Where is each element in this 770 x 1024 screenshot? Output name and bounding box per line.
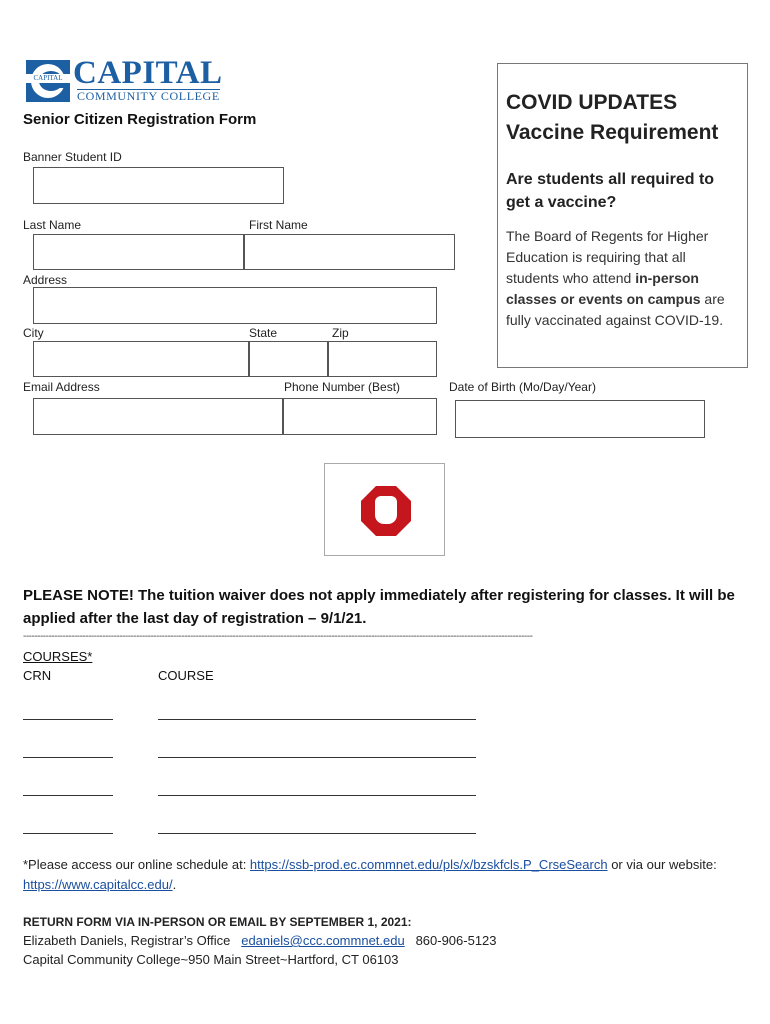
tuition-waiver-note: PLEASE NOTE! The tuition waiver does not apply immediately after registering for classes. It will be applied after the last day of registration – 9/1/21.	[23, 587, 735, 627]
covid-update-box	[497, 63, 748, 368]
address-field[interactable]	[33, 287, 437, 324]
website-link[interactable]: https://www.capitalcc.edu/	[23, 877, 173, 892]
course-line[interactable]	[158, 795, 476, 796]
courses-heading: COURSES*	[23, 649, 93, 664]
course-line[interactable]	[158, 757, 476, 758]
return-heading: RETURN FORM VIA IN-PERSON OR EMAIL BY SEPTEMBER 1, 2021:	[23, 915, 412, 929]
email-field[interactable]	[33, 398, 283, 435]
phone-label: Phone Number (Best)	[284, 380, 401, 394]
first-name-label: First Name	[249, 218, 308, 232]
dob-field[interactable]	[455, 400, 705, 438]
zip-label: Zip	[332, 326, 349, 340]
dob-label: Date of Birth (Mo/Day/Year)	[449, 380, 596, 394]
schedule-suffix: .	[172, 877, 177, 892]
return-contact-line	[23, 931, 497, 951]
schedule-note	[23, 855, 748, 895]
crn-column-header: CRN	[23, 668, 52, 683]
crn-line[interactable]	[23, 833, 113, 834]
covid-title-line2: Vaccine Requirement	[506, 121, 719, 144]
covid-body	[506, 226, 737, 331]
hand-icon	[375, 496, 397, 524]
state-label: State	[249, 326, 278, 340]
stop-image-frame	[324, 463, 445, 556]
phone-field[interactable]	[283, 398, 437, 435]
covid-body-end: are fully vaccinated against COVID-19.	[506, 291, 725, 328]
logo-wordmark: CAPITAL	[73, 55, 223, 91]
city-field[interactable]	[33, 341, 249, 377]
logo-subtitle: COMMUNITY COLLEGE	[77, 89, 220, 103]
first-name-field[interactable]	[244, 234, 455, 270]
college-logo-mark	[26, 60, 70, 102]
last-name-label: Last Name	[23, 218, 82, 232]
college-address: Capital Community College~950 Main Street~Hartford, CT 06103	[23, 952, 399, 967]
dashed-divider: ------------------------------------------------------------------------------------------------------------------------------------------------------------------------------------	[23, 631, 533, 642]
contact-phone: 860-906-5123	[415, 933, 497, 948]
course-column-header: COURSE	[158, 668, 214, 683]
contact-name: Elizabeth Daniels, Registrar’s Office	[23, 933, 231, 948]
logo-mark-text: CAPITAL	[26, 74, 70, 83]
course-line[interactable]	[158, 719, 476, 720]
covid-question: Are students all required to get a vaccine?	[506, 171, 715, 211]
city-label: City	[23, 326, 44, 340]
covid-title-line1: COVID UPDATES	[506, 91, 678, 114]
crn-line[interactable]	[23, 795, 113, 796]
banner-id-field[interactable]	[33, 167, 284, 204]
schedule-link[interactable]: https://ssb-prod.ec.commnet.edu/pls/x/bzskfcls.P_CrseSearch	[249, 857, 608, 872]
covid-body-bold: in-person classes or events on campus	[506, 270, 701, 307]
state-field[interactable]	[249, 341, 328, 377]
email-label: Email Address	[23, 380, 100, 394]
course-line[interactable]	[158, 833, 476, 834]
form-title: Senior Citizen Registration Form	[23, 111, 257, 128]
last-name-field[interactable]	[33, 234, 244, 270]
covid-body-text: The Board of Regents for Higher Education is requiring that all students who attend	[506, 228, 709, 286]
address-label: Address	[23, 273, 68, 287]
banner-id-label: Banner Student ID	[23, 150, 122, 164]
zip-field[interactable]	[328, 341, 437, 377]
schedule-middle: or via our website:	[607, 857, 717, 872]
crn-line[interactable]	[23, 719, 113, 720]
schedule-prefix: *Please access our online schedule at:	[23, 857, 250, 872]
crn-line[interactable]	[23, 757, 113, 758]
contact-email-link[interactable]: edaniels@ccc.commnet.edu	[241, 933, 405, 948]
